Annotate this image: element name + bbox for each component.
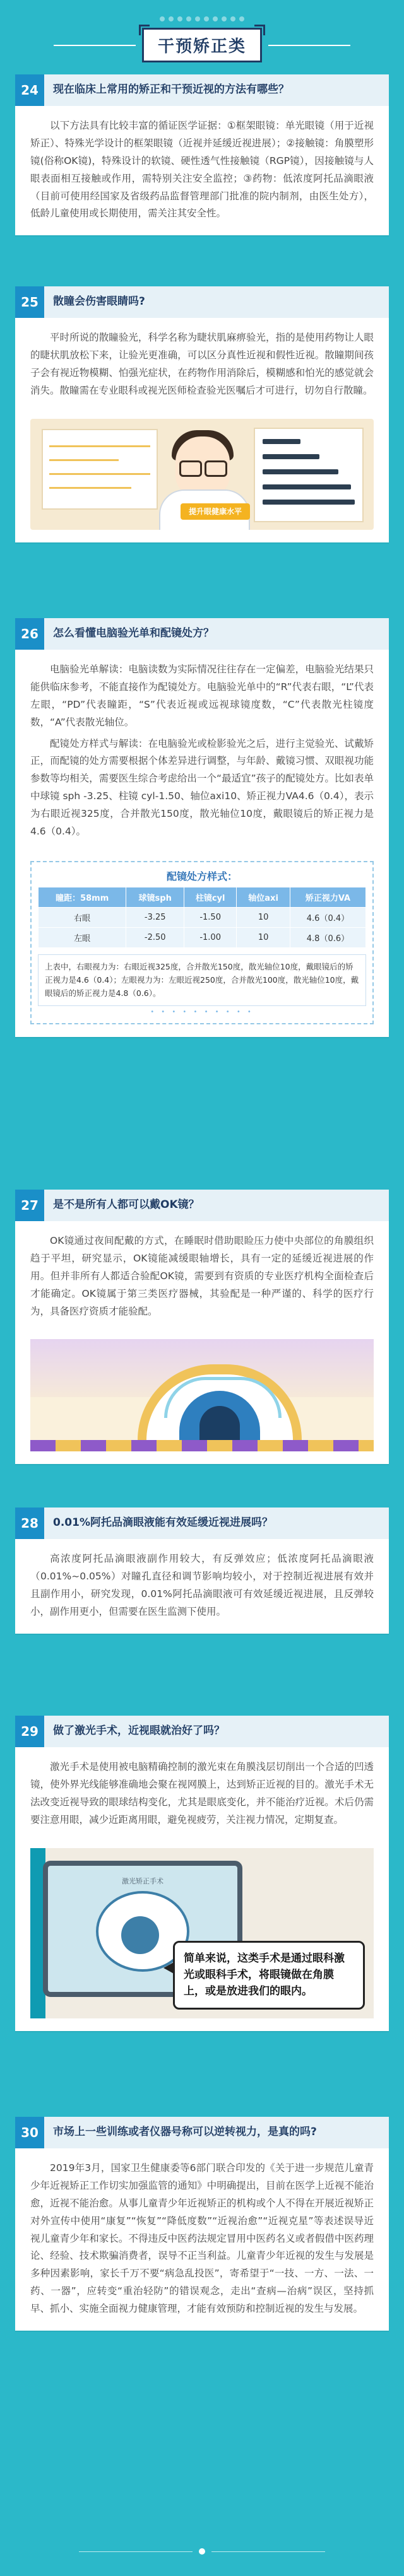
question-text: 是不是所有人都可以戴OK镜？ bbox=[53, 1198, 199, 1211]
table-cell: -1.00 bbox=[184, 927, 237, 947]
qa-card-26 bbox=[15, 618, 389, 1037]
question-header bbox=[15, 618, 389, 650]
answer-body bbox=[15, 106, 389, 235]
question-header bbox=[15, 74, 389, 106]
iris-image bbox=[121, 1916, 159, 1954]
question-number: 29 bbox=[15, 1716, 44, 1747]
column-header: 球镜sph bbox=[126, 887, 184, 907]
title-divider-left bbox=[54, 45, 136, 46]
question-number: 25 bbox=[15, 286, 44, 318]
column-header: 瞳距：58mm bbox=[39, 887, 126, 907]
answer-paragraph: 电脑验光单解读：电脑读数为实际情况往往存在一定偏差，电脑验光结果只能供临床参考，不能直接作为配镜处方。电脑验光单中的“R”代表右眼，“L”代表左眼，“PD”代表瞳距，“S”代表近视或远视球镜度数，“C”代表散光柱镜度数，“A”代表散光轴位。 bbox=[30, 664, 374, 728]
qa-card-28 bbox=[15, 1508, 389, 1634]
table-cell: -1.50 bbox=[184, 907, 237, 927]
answer-paragraph: 平时所说的散瞳验光，科学名称为睫状肌麻痹验光，指的是使用药物让人眼的睫状肌放松下来，让验光更准确，可以区分真性近视和假性近视。散瞳期间孩子会有视近物模糊、怕强光症状，在药物作用消除后，模糊感和怕光的感觉就会消失。散瞳需在专业眼科或视光医师检查验光医嘱后才可进行，切勿自行散瞳。 bbox=[30, 332, 374, 396]
page-title: 干预矫正类 bbox=[142, 28, 262, 62]
question-header bbox=[15, 1190, 389, 1221]
qa-card-25 bbox=[15, 286, 389, 542]
page-title-area bbox=[0, 28, 404, 62]
question-text: 0.01%阿托品滴眼液能有效延缓近视进展吗？ bbox=[53, 1516, 273, 1529]
speech-bubble: 简单来说，这类手术是通过眼科激光或眼科手术，将眼镜做在角膜上，或是放进我们的眼内。 bbox=[173, 1941, 365, 2010]
eye-chart-image bbox=[254, 428, 364, 522]
table-header-row bbox=[39, 887, 366, 907]
answer-body bbox=[15, 1539, 389, 1634]
qa-card-30 bbox=[15, 2117, 389, 2331]
prescription-sample bbox=[30, 861, 374, 1024]
table-cell: 4.8（0.6） bbox=[290, 927, 365, 947]
question-header bbox=[15, 286, 389, 318]
prescription-title: 配镜处方样式： bbox=[166, 870, 237, 882]
answer-paragraph: 以下方法具有比较丰富的循证医学证据：①框架眼镜：单光眼镜（用于近视矫正）、特殊光学设计的框架眼镜（近视并延缓近视进展）；②接触镜：角膜塑形镜(俗称OK镜)，特殊设计的软镜、硬性透气性接触镜（RGP镜），因接触镜与人眼表面相互接触或作用，需特别关注安全监控；③药物：低浓度阿托品滴眼液（目前可使用经国家及省级药品监督管理部门批准的院内制剂，由医生处方），低龄儿童使用或长期使用，需关注其安全性。 bbox=[30, 120, 374, 220]
qa-card-29 bbox=[15, 1716, 389, 2031]
illustration-caption: 提升眼健康水平 bbox=[181, 503, 250, 520]
laser-surgery-illustration bbox=[30, 1848, 374, 2018]
whiteboard-image bbox=[42, 429, 158, 510]
column-header: 轴位axi bbox=[237, 887, 290, 907]
answer-body bbox=[15, 1221, 389, 1333]
dot-icon bbox=[199, 2548, 205, 2555]
answer-body bbox=[15, 650, 389, 853]
question-text: 现在临床上常用的矫正和干预近视的方法有哪些？ bbox=[53, 83, 289, 96]
question-number: 26 bbox=[15, 618, 44, 650]
question-header bbox=[15, 2117, 389, 2148]
table-row bbox=[39, 907, 366, 927]
footer-divider bbox=[0, 2548, 404, 2555]
question-number: 27 bbox=[15, 1190, 44, 1221]
column-header: 矫正视力VA bbox=[290, 887, 365, 907]
table-cell: 10 bbox=[237, 907, 290, 927]
glasses-icon bbox=[179, 460, 227, 474]
column-header: 柱镜cyl bbox=[184, 887, 237, 907]
table-cell: -2.50 bbox=[126, 927, 184, 947]
top-decoration bbox=[0, 16, 404, 28]
question-number: 30 bbox=[15, 2117, 44, 2148]
answer-paragraph: 激光手术是使用被电脑精确控制的激光束在角膜浅层切削出一个合适的凹透镜，使外界光线能够准确地会聚在视网膜上，达到矫正近视的目的。激光手术无法改变近视导致的眼球结构变化，尤其是眼底变化，并不能治疗近视。术后仍需要注意用眼，减少近距离用眼，避免视疲劳，关注视力情况，定期复查。 bbox=[30, 1761, 374, 1825]
answer-body bbox=[15, 2148, 389, 2331]
prescription-table bbox=[38, 887, 366, 948]
answer-body bbox=[15, 318, 389, 413]
question-text: 做了激光手术，近视眼就治好了吗？ bbox=[53, 1724, 225, 1737]
answer-paragraph: 2019年3月，国家卫生健康委等6部门联合印发的《关于进一步规范儿童青少年近视矫正工作切实加强监管的通知》中明确提出，目前在医学上近视不能治愈，近视不能治愈。从事儿童青少年近视矫正的机构或个人不得在开展近视矫正对外宣传中使用“康复”“恢复”“降低度数”“近视治愈”“近视克星”等表述误导近视儿童青少年和家长。不得违反中医药法规定冒用中医药名义或者假借中医药理论、经验、技术欺骗消费者，误导不正当利益。儿童青少年近视的发生与发展是多种因素影响，家长千万不要“病急乱投医”，寄希望于“一技、一方、一法、一药、一器”，应转变“重治轻防”的错误观念，走出“查病—治病”误区，坚持抓早、抓小、实施全面视力健康管理，才能有效预防和控制近视的发生与发展。 bbox=[30, 2162, 374, 2315]
table-cell: 左眼 bbox=[39, 927, 126, 947]
prescription-note: 上表中，右眼视力为：右眼近视325度，合并散光150度，散光轴位10度，戴眼镜后的矫正视力是4.6（0.4）；左眼视力为：左眼近视250度，合并散光100度，散光轴位10度，戴眼镜后的矫正视力是4.8（0.6）。 bbox=[38, 954, 366, 1006]
question-text: 市场上一些训练或者仪器号称可以逆转视力，是真的吗? bbox=[53, 2126, 317, 2138]
answer-paragraph: 高浓度阿托品滴眼液副作用较大，有反弹效应；低浓度阿托品滴眼液（0.01%~0.05%）对瞳孔直径和调节影响均较小，对于控制近视进展有效并且副作用小，研究发现，0.01%阿托品滴眼液可有效延缓近视进展，且反弹较小，副作用更小，但需要在医生监测下使用。 bbox=[30, 1553, 374, 1617]
question-number: 24 bbox=[15, 74, 44, 106]
question-header bbox=[15, 1716, 389, 1747]
table-cell: 4.6（0.4） bbox=[290, 907, 365, 927]
answer-paragraph: OK镜通过夜间配戴的方式，在睡眠时借助眼睑压力使中央部位的角膜组织趋于平坦，研究显示，OK镜能减缓眼轴增长，具有一定的延缓近视进展的作用。但并非所有人都适合验配OK镜，需要到有资质的专业医疗机构全面检查后才能确定。OK镜属于第三类医疗器械，其验配是一种严谨的、科学的医疗行为，具备医疗资质才能验配。 bbox=[30, 1235, 374, 1317]
table-cell: 10 bbox=[237, 927, 290, 947]
question-text: 散瞳会伤害眼睛吗? bbox=[53, 295, 145, 308]
answer-body bbox=[15, 1747, 389, 1842]
title-divider-right bbox=[268, 45, 350, 46]
doctor-illustration bbox=[30, 419, 374, 530]
table-cell: 右眼 bbox=[39, 907, 126, 927]
screen-label: 激光矫正手术 bbox=[122, 1876, 163, 1885]
answer-paragraph: 配镜处方样式与解读：在电脑验光或检影验光之后，进行主觉验光、试戴矫正，而配镜的处方需要根据个体差异进行调整，与年龄、戴镜习惯、双眼视功能参数等均相关，需要医生综合考虑给出一个“最适宜”孩子的配镜处方。比如表单中球镜 sph -3.25、柱镜 cyl-1.50、轴位axi10、矫正视力VA4.6（0.4），表示为右眼近视325度，合并散光150度，散光轴位10度，戴眼镜后的矫正视力是4.6（0.4）。 bbox=[30, 737, 374, 838]
divider-dots: • • • • • • • • • • bbox=[150, 1008, 254, 1016]
qa-card-24 bbox=[15, 74, 389, 235]
question-text: 怎么看懂电脑验光单和配镜处方？ bbox=[53, 627, 214, 640]
question-header bbox=[15, 1508, 389, 1539]
ok-lens-illustration bbox=[30, 1339, 374, 1451]
table-cell: -3.25 bbox=[126, 907, 184, 927]
table-row bbox=[39, 927, 366, 947]
question-number: 28 bbox=[15, 1508, 44, 1539]
qa-card-27 bbox=[15, 1190, 389, 1464]
